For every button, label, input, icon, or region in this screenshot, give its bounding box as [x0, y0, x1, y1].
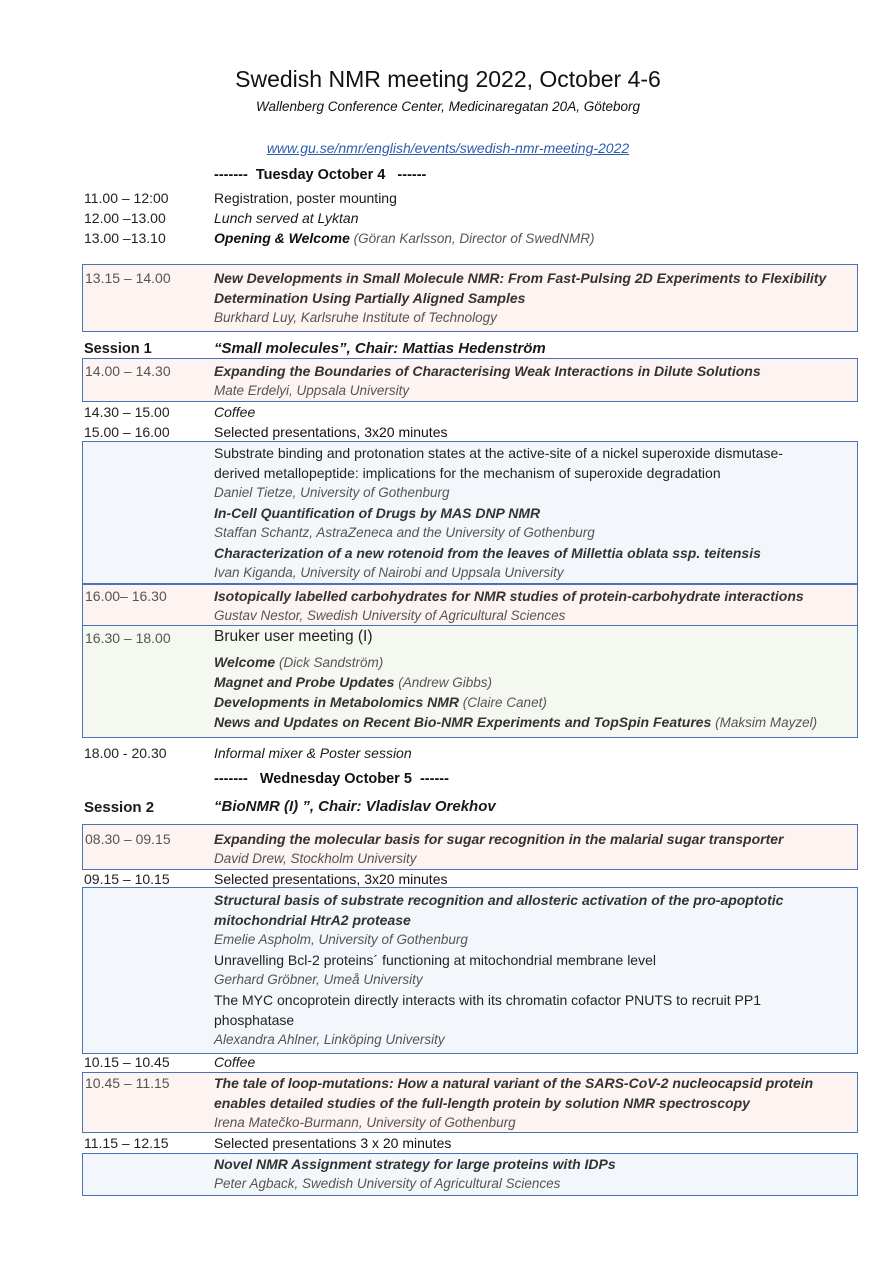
speaker: Burkhard Luy, Karlsruhe Institute of Technology: [214, 310, 497, 325]
bruker-talk: [214, 692, 547, 713]
talk-title: In-Cell Quantification of Drugs by MAS DNP NMR: [214, 505, 541, 521]
speaker: David Drew, Stockholm University: [214, 851, 417, 866]
speaker: (Claire Canet): [459, 695, 547, 710]
bruker-talk: [214, 652, 383, 673]
speaker: Peter Agback, Swedish University of Agricultural Sciences: [214, 1176, 561, 1191]
session-title: “BioNMR (I) ”, Chair: Vladislav Orekhov: [214, 798, 496, 815]
talk-title: Structural basis of substrate recognition and allosteric activation of the pro-apoptotic: [214, 892, 784, 908]
venue: Wallenberg Conference Center, Medicinaregatan 20A, Göteborg: [256, 99, 640, 114]
session-label: Session 2: [84, 799, 155, 816]
time: 18.00 - 20.30: [84, 745, 167, 761]
selected-talks-box: [82, 441, 858, 584]
session-label: Session 1: [84, 341, 152, 357]
speaker: Emelie Aspholm, University of Gothenburg: [214, 932, 468, 947]
talk-title: News and Updates on Recent Bio-NMR Experiments and TopSpin Features: [214, 714, 712, 730]
bruker-talk: [214, 672, 492, 693]
talk-title: derived metallopeptide: implications for the mechanism of superoxide degradation: [214, 465, 721, 481]
time: 10.15 – 10.45: [84, 1054, 170, 1070]
speaker: (Maksim Mayzel): [711, 715, 818, 730]
bruker-meeting-box: [82, 625, 858, 738]
bruker-title: Bruker user meeting (I): [214, 628, 373, 645]
event-link[interactable]: www.gu.se/nmr/english/events/swedish-nmr-meeting-2022: [266, 140, 630, 156]
time: 12.00 –13.00: [84, 210, 166, 226]
talk-title: enables detailed studies of the full-length protein by solution NMR spectroscopy: [214, 1095, 750, 1111]
item-text: Selected presentations 3 x 20 minutes: [214, 1135, 452, 1151]
item-text: Coffee: [214, 1054, 256, 1070]
item-title: Opening & Welcome: [214, 230, 350, 246]
talk-title: Determination Using Partially Aligned Samples: [214, 290, 526, 306]
time: 14.30 – 15.00: [84, 404, 170, 420]
time: 08.30 – 09.15: [85, 831, 171, 847]
time: 16.30 – 18.00: [85, 630, 171, 646]
invited-talk-box: [82, 358, 858, 402]
bruker-talk: [214, 712, 817, 733]
time: 13.00 –13.10: [84, 230, 166, 246]
talk-title: The tale of loop-mutations: How a natural variant of the SARS-CoV-2 nucleocapsid protein: [214, 1075, 814, 1091]
talk-title: Novel NMR Assignment strategy for large proteins with IDPs: [214, 1156, 616, 1172]
item-note: (Göran Karlsson, Director of SwedNMR): [349, 231, 595, 246]
item-text: Informal mixer & Poster session: [214, 745, 412, 761]
speaker: Gustav Nestor, Swedish University of Agricultural Sciences: [214, 608, 566, 623]
day-header-tuesday: ------- Tuesday October 4 ------: [214, 167, 427, 183]
talk-title: Welcome: [214, 654, 276, 670]
talk-title: Isotopically labelled carbohydrates for NMR studies of protein-carbohydrate interactions: [214, 588, 804, 604]
speaker: (Andrew Gibbs): [394, 675, 493, 690]
talk-title: Expanding the Boundaries of Characterising Weak Interactions in Dilute Solutions: [214, 363, 761, 379]
session-title: “Small molecules”, Chair: Mattias Hedenström: [214, 340, 546, 357]
time: 11.00 – 12:00: [84, 190, 169, 206]
speaker: Irena Matečko-Burmann, University of Gothenburg: [214, 1115, 516, 1130]
speaker: Ivan Kiganda, University of Nairobi and Uppsala University: [214, 565, 564, 580]
item-text: Registration, poster mounting: [214, 190, 397, 206]
item-text: Lunch served at Lyktan: [214, 210, 359, 226]
talk-title: The MYC oncoprotein directly interacts with its chromatin cofactor PNUTS to recruit PP1: [214, 992, 761, 1008]
time: 10.45 – 11.15: [85, 1075, 170, 1091]
selected-talks-box: [82, 887, 858, 1054]
time: 16.00– 16.30: [85, 588, 167, 604]
talk-title: Expanding the molecular basis for sugar recognition in the malarial sugar transporter: [214, 831, 784, 847]
speaker: Daniel Tietze, University of Gothenburg: [214, 485, 450, 500]
page-title: Swedish NMR meeting 2022, October 4-6: [235, 66, 661, 92]
talk-title: New Developments in Small Molecule NMR: From Fast-Pulsing 2D Experiments to Flexibility: [214, 270, 827, 286]
keynote-box: [82, 264, 858, 332]
talk-title: Magnet and Probe Updates: [214, 674, 395, 690]
time: 11.15 – 12.15: [84, 1135, 169, 1151]
time: 15.00 – 16.00: [84, 424, 170, 440]
talk-title: Substrate binding and protonation states at the active-site of a nickel superoxide dismutase-: [214, 445, 783, 461]
day-header-wednesday: ------- Wednesday October 5 ------: [214, 771, 449, 787]
invited-talk-box: [82, 584, 858, 626]
speaker: Alexandra Ahlner, Linköping University: [214, 1032, 445, 1047]
item-text: Coffee: [214, 404, 256, 420]
speaker: Mate Erdelyi, Uppsala University: [214, 383, 410, 398]
speaker: Staffan Schantz, AstraZeneca and the University of Gothenburg: [214, 525, 595, 540]
talk-title: Unravelling Bcl-2 proteins´ functioning at mitochondrial membrane level: [214, 952, 656, 968]
talk-title: phosphatase: [214, 1012, 295, 1028]
item-text: [214, 228, 594, 249]
talk-title: mitochondrial HtrA2 protease: [214, 912, 411, 928]
item-text: Selected presentations, 3x20 minutes: [214, 424, 448, 440]
invited-talk-box: [82, 1072, 858, 1133]
speaker: Gerhard Gröbner, Umeå University: [214, 972, 423, 987]
time: 09.15 – 10.15: [84, 871, 170, 887]
speaker: (Dick Sandström): [275, 655, 384, 670]
invited-talk-box: [82, 824, 858, 870]
talk-title: Developments in Metabolomics NMR: [214, 694, 460, 710]
selected-talks-box: [82, 1153, 858, 1196]
talk-title: Characterization of a new rotenoid from the leaves of Millettia oblata ssp. teitensis: [214, 545, 761, 561]
time: 14.00 – 14.30: [85, 363, 171, 379]
item-text: Selected presentations, 3x20 minutes: [214, 871, 448, 887]
time: 13.15 – 14.00: [85, 270, 171, 286]
